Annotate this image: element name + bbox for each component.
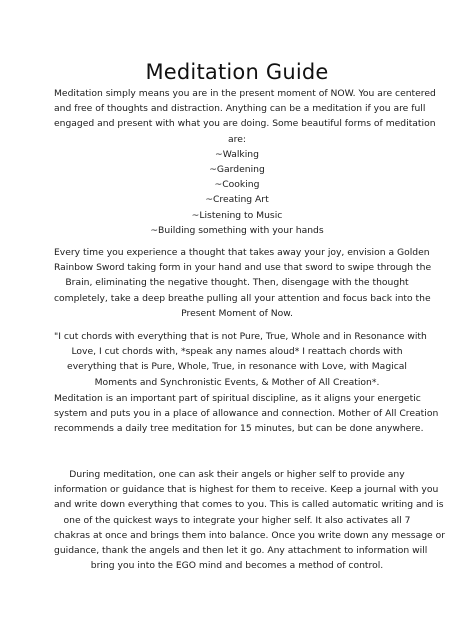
text-line: chakras at once and brings them into balance. Once you write down any message or [54, 529, 445, 541]
text-line: During meditation, one can ask their angels or higher self to provide any [69, 469, 405, 480]
text-line: recommends a daily tree meditation for 15 minutes, but can be done anywhere. [54, 423, 424, 435]
paragraph-cut-chords-quote [54, 329, 427, 390]
list-item: ~Gardening [209, 164, 265, 176]
paragraph-automatic-writing [54, 467, 445, 573]
text-line: Moments and Synchronistic Events, & Mother of All Creation*. [94, 376, 380, 388]
list-item: ~Building something with your hands [150, 224, 324, 236]
text-line: and write down everything that comes to you. This is called automatic writing and is [54, 499, 444, 511]
text-line: Love, I cut chords with, *speak any names aloud* I reattach chords with [71, 346, 403, 358]
list-item: ~Walking [215, 148, 259, 160]
text-line: information or guidance that is highest for them to receive. Keep a journal with you [54, 484, 439, 496]
text-line: and free of thoughts and distraction. Anything can be a meditation if you are full [54, 103, 426, 115]
text-line: Meditation simply means you are in the present moment of NOW. You are centered [54, 88, 436, 99]
text-line: Rainbow Sword taking form in your hand and use that sword to swipe through the [54, 262, 432, 274]
text-line: system and puts you in a place of allowance and connection. Mother of All Creation [54, 408, 439, 420]
text-line: engaged and present with what you are doing. Some beautiful forms of meditation [54, 118, 436, 130]
paragraph-intro [54, 86, 436, 238]
text-line: are: [228, 133, 246, 145]
text-line: bring you into the EGO mind and becomes a method of control. [90, 560, 384, 572]
text-line: "I cut chords with everything that is not Pure, True, Whole and in Resonance with [54, 331, 427, 342]
text-line: one of the quickest ways to integrate your higher self. It also activates all 7 [63, 514, 411, 526]
list-item: ~Cooking [214, 179, 260, 191]
text-line: everything that is Pure, Whole, True, in resonance with Love, with Magical [67, 361, 407, 373]
text-line: Every time you experience a thought that takes away your joy, envision a Golden [54, 247, 430, 258]
paragraph-golden-sword [54, 245, 432, 321]
list-item: ~Listening to Music [191, 209, 283, 221]
paragraph-spiritual-discipline [54, 391, 439, 437]
text-line: guidance, thank the angels and then let it go. Any attachment to information will [54, 545, 428, 557]
text-line: Meditation is an important part of spiritual discipline, as it aligns your energetic [54, 393, 421, 404]
page-title: Meditation Guide [145, 60, 329, 84]
text-line: Present Moment of Now. [181, 307, 293, 319]
text-line: completely, take a deep breathe pulling all your attention and focus back into the [54, 292, 431, 304]
list-item: ~Creating Art [205, 194, 269, 206]
text-line: Brain, eliminating the negative thought. Then, disengage with the thought [65, 277, 409, 289]
